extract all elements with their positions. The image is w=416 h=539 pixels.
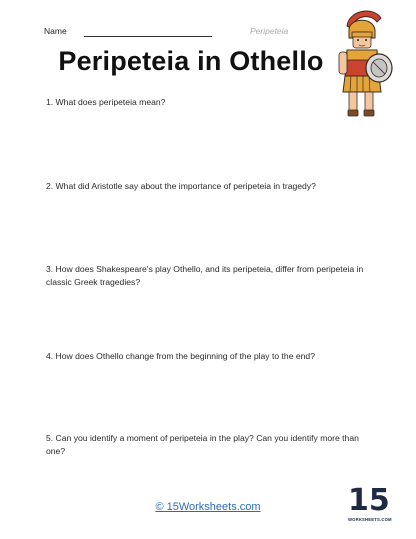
question-1: 1. What does peripeteia mean? <box>46 97 166 107</box>
page-title: Peripeteia in Othello <box>58 46 324 76</box>
question-5: 5. Can you identify a moment of peripeteia in the play? Can you identify more than one? <box>46 433 359 456</box>
question-2: 2. What did Aristotle say about the importance of peripeteia in tragedy? <box>46 181 316 191</box>
site-logo <box>348 483 392 530</box>
question-3: 3. How does Shakespeare's play Othello, and its peripeteia, differ from peripeteia in classic Greek tragedies? <box>46 264 364 287</box>
footer-link[interactable]: © 15Worksheets.com <box>155 501 261 513</box>
logo-caption: WORKSHEETS.COM <box>348 517 392 522</box>
name-field-line[interactable] <box>84 36 212 37</box>
name-label: Name <box>44 26 67 36</box>
subject-label: Peripeteia <box>250 26 289 36</box>
question-4: 4. How does Othello change from the beginning of the play to the end? <box>46 351 315 361</box>
logo-number: 15 <box>348 483 390 518</box>
